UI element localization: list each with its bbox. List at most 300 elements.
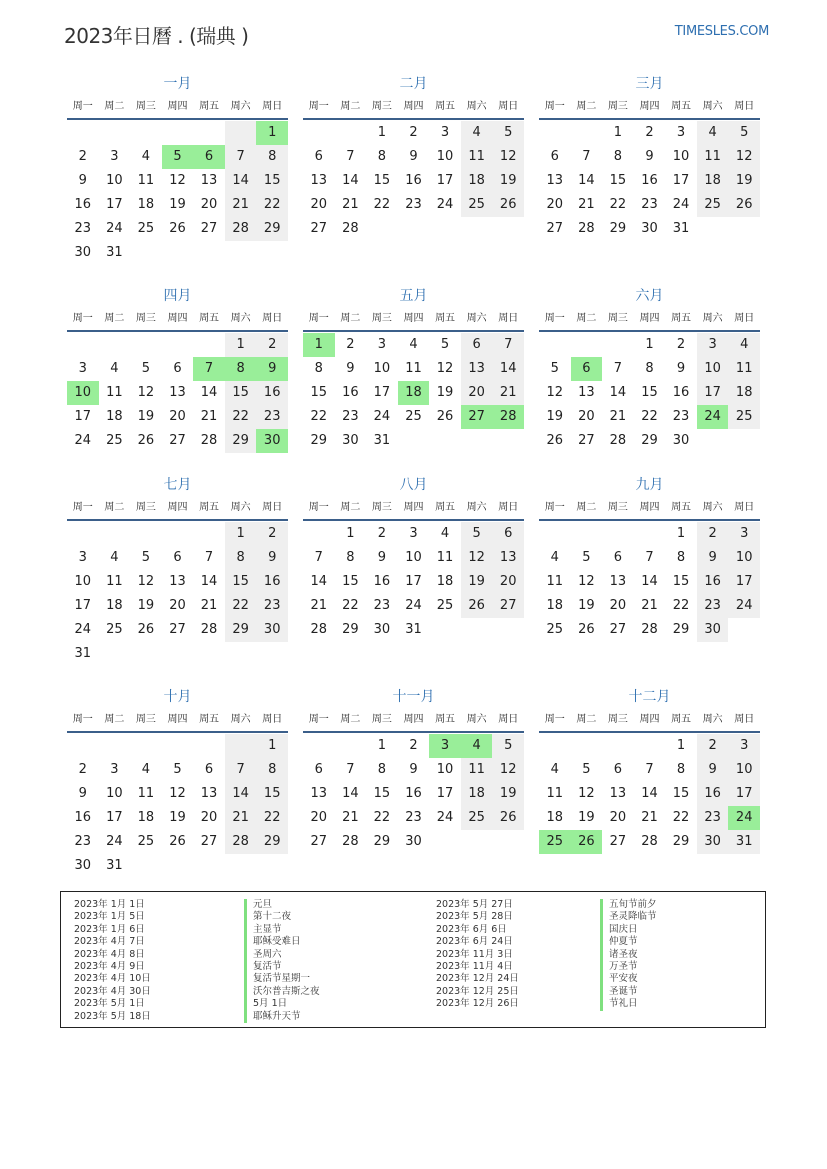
day-cell: 2 bbox=[78, 149, 87, 164]
day-cell: 3 bbox=[429, 734, 461, 758]
day-cell: 7 bbox=[346, 149, 355, 164]
day-cell: 18 bbox=[137, 197, 155, 212]
day-cell: 15 bbox=[310, 385, 328, 400]
day-cell: 5 bbox=[440, 337, 450, 352]
day-cell: 8 bbox=[256, 145, 288, 169]
weekday-label: 周五 bbox=[435, 101, 456, 112]
day-grid bbox=[67, 333, 288, 453]
legend-holiday-name: 诸圣夜 bbox=[600, 949, 657, 961]
day-cell: 1 bbox=[256, 734, 288, 758]
weekday-label: 周日 bbox=[498, 714, 519, 725]
day-cell: 11 bbox=[461, 145, 493, 169]
weekday-label: 周四 bbox=[639, 313, 660, 324]
day-cell: 24 bbox=[373, 409, 391, 424]
day-cell: 14 bbox=[200, 574, 218, 589]
day-cell: 28 bbox=[578, 221, 595, 236]
weekday-label: 周一 bbox=[544, 502, 565, 513]
day-cell: 18 bbox=[546, 598, 564, 613]
day-cell: 12 bbox=[137, 574, 155, 589]
day-cell: 25 bbox=[106, 433, 123, 448]
weekday-label: 周五 bbox=[671, 714, 692, 725]
day-cell: 17 bbox=[697, 381, 729, 405]
day-cell: 24 bbox=[436, 197, 454, 212]
day-cell: 16 bbox=[74, 197, 92, 212]
day-cell: 31 bbox=[106, 858, 123, 873]
day-cell: 20 bbox=[461, 381, 493, 405]
weekday-label: 周一 bbox=[544, 313, 565, 324]
weekday-label: 周五 bbox=[435, 502, 456, 513]
weekday-label: 周一 bbox=[72, 502, 93, 513]
day-cell: 15 bbox=[672, 786, 690, 801]
day-cell: 21 bbox=[641, 810, 658, 825]
month-name: 八月 bbox=[399, 477, 428, 493]
day-cell: 17 bbox=[728, 782, 760, 806]
day-cell: 2 bbox=[78, 762, 87, 777]
empty-cell bbox=[193, 522, 225, 546]
day-cell: 13 bbox=[461, 357, 493, 381]
day-cell: 1 bbox=[225, 522, 257, 546]
weekday-header bbox=[539, 497, 760, 521]
day-cell: 14 bbox=[225, 169, 257, 193]
day-cell: 8 bbox=[377, 762, 387, 777]
weekday-header bbox=[539, 709, 760, 733]
day-cell: 31 bbox=[373, 433, 391, 448]
day-cell: 2 bbox=[676, 337, 686, 352]
day-cell: 28 bbox=[342, 221, 359, 236]
day-cell: 20 bbox=[200, 810, 218, 825]
day-cell: 26 bbox=[436, 409, 454, 424]
day-cell: 15 bbox=[672, 574, 690, 589]
weekday-label: 周四 bbox=[167, 313, 188, 324]
day-cell: 20 bbox=[310, 197, 328, 212]
empty-cell bbox=[130, 333, 162, 357]
day-cell: 4 bbox=[110, 550, 119, 565]
weekday-label: 周二 bbox=[104, 313, 125, 324]
day-cell: 19 bbox=[137, 409, 155, 424]
day-cell: 7 bbox=[225, 145, 257, 169]
day-cell: 6 bbox=[193, 145, 225, 169]
day-cell: 21 bbox=[492, 381, 524, 405]
month-name: 十二月 bbox=[628, 689, 671, 705]
day-cell: 10 bbox=[728, 758, 760, 782]
month-name: 三月 bbox=[635, 76, 664, 92]
weekday-label: 周一 bbox=[544, 101, 565, 112]
day-cell: 17 bbox=[106, 810, 123, 825]
day-cell: 8 bbox=[676, 550, 686, 565]
weekday-label: 周三 bbox=[607, 502, 628, 513]
day-cell: 22 bbox=[310, 409, 328, 424]
empty-cell bbox=[67, 333, 99, 357]
weekday-label: 周五 bbox=[435, 313, 456, 324]
month-name: 一月 bbox=[163, 76, 192, 92]
empty-cell bbox=[539, 522, 571, 546]
weekday-label: 周三 bbox=[135, 502, 156, 513]
day-cell: 7 bbox=[346, 762, 355, 777]
day-cell: 6 bbox=[613, 762, 623, 777]
day-cell: 23 bbox=[405, 197, 422, 212]
month-block bbox=[67, 473, 288, 666]
month-block bbox=[67, 72, 288, 265]
weekday-label: 周日 bbox=[734, 502, 755, 513]
empty-cell bbox=[130, 734, 162, 758]
day-cell: 8 bbox=[613, 149, 623, 164]
day-cell: 6 bbox=[173, 550, 182, 565]
day-cell: 9 bbox=[676, 361, 686, 376]
day-cell: 31 bbox=[728, 830, 760, 854]
day-cell: 2 bbox=[645, 125, 654, 140]
day-cell: 30 bbox=[256, 618, 288, 642]
day-cell: 13 bbox=[578, 385, 595, 400]
day-cell: 10 bbox=[106, 173, 123, 188]
weekday-label: 周二 bbox=[340, 714, 361, 725]
weekday-label: 周日 bbox=[262, 502, 283, 513]
day-cell: 10 bbox=[728, 546, 760, 570]
month-block bbox=[539, 685, 760, 854]
day-cell: 18 bbox=[106, 598, 123, 613]
empty-cell bbox=[571, 734, 603, 758]
day-cell: 21 bbox=[342, 810, 359, 825]
day-cell: 26 bbox=[546, 433, 564, 448]
day-cell: 20 bbox=[310, 810, 328, 825]
weekday-label: 周日 bbox=[498, 502, 519, 513]
legend-date: 2023年 4月 9日 bbox=[74, 961, 145, 973]
empty-cell bbox=[539, 121, 571, 145]
weekday-label: 周三 bbox=[371, 502, 392, 513]
day-cell: 8 bbox=[225, 546, 257, 570]
weekday-header bbox=[67, 497, 288, 521]
weekday-label: 周五 bbox=[671, 101, 692, 112]
month-block bbox=[539, 284, 760, 453]
weekday-label: 周一 bbox=[308, 101, 329, 112]
day-cell: 2 bbox=[256, 333, 288, 357]
day-cell: 21 bbox=[225, 193, 257, 217]
day-cell: 27 bbox=[200, 834, 218, 849]
day-cell: 19 bbox=[169, 810, 186, 825]
empty-cell bbox=[634, 522, 666, 546]
day-cell: 1 bbox=[645, 337, 654, 352]
day-cell: 13 bbox=[169, 385, 186, 400]
day-cell: 9 bbox=[377, 550, 387, 565]
day-cell: 17 bbox=[436, 786, 454, 801]
day-cell: 21 bbox=[200, 598, 218, 613]
day-cell: 3 bbox=[409, 526, 418, 541]
day-grid bbox=[303, 333, 524, 453]
empty-cell bbox=[539, 333, 571, 357]
weekday-header bbox=[303, 497, 524, 521]
legend-date: 2023年 5月 18日 bbox=[74, 1010, 151, 1022]
weekday-label: 周三 bbox=[607, 313, 628, 324]
day-cell: 19 bbox=[728, 169, 760, 193]
empty-cell bbox=[162, 522, 194, 546]
empty-cell bbox=[634, 734, 666, 758]
weekday-label: 周二 bbox=[340, 502, 361, 513]
day-cell: 27 bbox=[609, 834, 627, 849]
holiday-legend bbox=[60, 891, 766, 1028]
day-cell: 9 bbox=[256, 546, 288, 570]
empty-cell bbox=[162, 333, 194, 357]
weekday-header bbox=[67, 96, 288, 120]
day-cell: 10 bbox=[74, 574, 92, 589]
empty-cell bbox=[99, 734, 131, 758]
day-cell: 21 bbox=[225, 806, 257, 830]
day-cell: 30 bbox=[697, 618, 729, 642]
empty-cell bbox=[335, 734, 367, 758]
day-cell: 27 bbox=[492, 594, 524, 618]
empty-cell bbox=[602, 333, 634, 357]
day-cell: 5 bbox=[162, 145, 194, 169]
weekday-label: 周二 bbox=[576, 313, 597, 324]
day-cell: 10 bbox=[373, 361, 391, 376]
legend-date: 2023年 1月 1日 bbox=[74, 899, 145, 910]
day-cell: 7 bbox=[225, 758, 257, 782]
month-block bbox=[303, 473, 524, 642]
month-name: 四月 bbox=[163, 288, 192, 304]
day-cell: 25 bbox=[436, 598, 454, 613]
legend-left-names bbox=[244, 899, 320, 1023]
day-cell: 24 bbox=[405, 598, 422, 613]
day-cell: 22 bbox=[256, 193, 288, 217]
day-cell: 17 bbox=[728, 570, 760, 594]
day-cell: 20 bbox=[169, 409, 186, 424]
day-cell: 13 bbox=[546, 173, 564, 188]
day-cell: 7 bbox=[314, 550, 323, 565]
weekday-label: 周四 bbox=[167, 101, 188, 112]
day-cell: 22 bbox=[225, 594, 257, 618]
empty-cell bbox=[193, 121, 225, 145]
empty-cell bbox=[99, 121, 131, 145]
day-cell: 12 bbox=[436, 361, 454, 376]
day-cell: 27 bbox=[310, 221, 328, 236]
weekday-label: 周四 bbox=[167, 714, 188, 725]
day-cell: 19 bbox=[578, 598, 595, 613]
day-cell: 26 bbox=[571, 830, 603, 854]
day-cell: 25 bbox=[461, 806, 493, 830]
day-cell: 23 bbox=[342, 409, 359, 424]
legend-holiday-name: 圣灵降临节 bbox=[600, 911, 657, 923]
day-cell: 6 bbox=[492, 522, 524, 546]
day-cell: 19 bbox=[461, 570, 493, 594]
day-cell: 17 bbox=[74, 598, 92, 613]
day-cell: 19 bbox=[169, 197, 186, 212]
weekday-label: 周六 bbox=[230, 101, 251, 112]
legend-date: 2023年 5月 28日 bbox=[436, 911, 513, 923]
empty-cell bbox=[539, 734, 571, 758]
day-cell: 24 bbox=[106, 221, 123, 236]
day-cell: 3 bbox=[697, 333, 729, 357]
day-cell: 22 bbox=[373, 810, 391, 825]
day-cell: 26 bbox=[578, 622, 595, 637]
legend-date: 2023年 4月 10日 bbox=[74, 973, 151, 985]
day-cell: 12 bbox=[546, 385, 564, 400]
day-cell: 20 bbox=[578, 409, 595, 424]
day-cell: 29 bbox=[609, 221, 627, 236]
day-cell: 19 bbox=[492, 169, 524, 193]
weekday-label: 周一 bbox=[308, 714, 329, 725]
weekday-label: 周六 bbox=[466, 313, 487, 324]
weekday-label: 周三 bbox=[371, 313, 392, 324]
legend-date: 2023年 6月 24日 bbox=[436, 936, 513, 948]
day-cell: 17 bbox=[436, 173, 454, 188]
day-cell: 1 bbox=[377, 738, 387, 753]
day-cell: 5 bbox=[582, 550, 591, 565]
weekday-label: 周四 bbox=[639, 714, 660, 725]
day-cell: 29 bbox=[672, 622, 690, 637]
day-cell: 3 bbox=[728, 734, 760, 758]
day-cell: 26 bbox=[492, 193, 524, 217]
day-cell: 25 bbox=[106, 622, 123, 637]
legend-holiday-name: 仲夏节 bbox=[600, 936, 657, 948]
legend-date: 2023年 4月 30日 bbox=[74, 985, 151, 997]
weekday-label: 周一 bbox=[72, 101, 93, 112]
day-cell: 12 bbox=[728, 145, 760, 169]
day-cell: 2 bbox=[256, 522, 288, 546]
day-cell: 22 bbox=[342, 598, 359, 613]
day-cell: 28 bbox=[310, 622, 328, 637]
legend-date: 2023年 5月 1日 bbox=[74, 998, 145, 1010]
day-cell: 21 bbox=[310, 598, 328, 613]
day-cell: 11 bbox=[436, 550, 454, 565]
day-cell: 15 bbox=[373, 173, 391, 188]
day-cell: 14 bbox=[342, 786, 359, 801]
day-cell: 17 bbox=[672, 173, 690, 188]
day-cell: 12 bbox=[137, 385, 155, 400]
day-cell: 20 bbox=[200, 197, 218, 212]
day-cell: 8 bbox=[225, 357, 257, 381]
page-title: 2023年日曆 . (瑞典 ) bbox=[64, 24, 249, 48]
day-cell: 22 bbox=[672, 810, 690, 825]
day-cell: 23 bbox=[74, 221, 92, 236]
day-cell: 29 bbox=[225, 429, 257, 453]
day-cell: 25 bbox=[137, 221, 155, 236]
day-cell: 25 bbox=[546, 622, 564, 637]
day-cell: 8 bbox=[256, 758, 288, 782]
day-cell: 1 bbox=[256, 121, 288, 145]
month-block bbox=[67, 284, 288, 453]
month-block bbox=[539, 72, 760, 241]
day-cell: 12 bbox=[461, 546, 493, 570]
weekday-label: 周二 bbox=[576, 502, 597, 513]
legend-holiday-name: 平安夜 bbox=[600, 973, 657, 985]
day-cell: 13 bbox=[169, 574, 186, 589]
legend-holiday-name: 主显节 bbox=[244, 924, 320, 936]
legend-holiday-name: 沃尔普吉斯之夜 bbox=[244, 986, 320, 998]
day-cell: 6 bbox=[314, 762, 323, 777]
empty-cell bbox=[602, 522, 634, 546]
weekday-label: 周三 bbox=[135, 313, 156, 324]
day-cell: 15 bbox=[609, 173, 627, 188]
day-cell: 30 bbox=[405, 834, 422, 849]
weekday-header bbox=[303, 96, 524, 120]
day-cell: 4 bbox=[141, 149, 151, 164]
day-cell: 12 bbox=[169, 173, 186, 188]
day-cell: 8 bbox=[346, 550, 355, 565]
day-cell: 23 bbox=[256, 405, 288, 429]
month-name: 二月 bbox=[399, 76, 428, 92]
day-cell: 13 bbox=[200, 173, 218, 188]
day-cell: 5 bbox=[492, 121, 524, 145]
day-cell: 11 bbox=[461, 758, 493, 782]
day-cell: 1 bbox=[377, 125, 387, 140]
legend-holiday-name: 元旦 bbox=[244, 899, 320, 911]
day-cell: 5 bbox=[461, 522, 493, 546]
weekday-label: 周五 bbox=[435, 714, 456, 725]
day-cell: 3 bbox=[110, 149, 119, 164]
day-cell: 28 bbox=[200, 622, 218, 637]
weekday-label: 周五 bbox=[671, 313, 692, 324]
day-cell: 1 bbox=[225, 333, 257, 357]
day-cell: 4 bbox=[110, 361, 119, 376]
weekday-label: 周六 bbox=[702, 313, 723, 324]
weekday-label: 周一 bbox=[72, 714, 93, 725]
day-cell: 26 bbox=[137, 622, 155, 637]
day-cell: 10 bbox=[672, 149, 690, 164]
legend-date: 2023年 11月 3日 bbox=[436, 948, 513, 960]
day-cell: 15 bbox=[256, 782, 288, 806]
day-cell: 18 bbox=[461, 782, 493, 806]
day-cell: 10 bbox=[405, 550, 422, 565]
day-cell: 24 bbox=[106, 834, 123, 849]
month-name: 七月 bbox=[163, 477, 192, 493]
legend-right-dates bbox=[436, 899, 519, 1011]
day-cell: 29 bbox=[641, 433, 658, 448]
day-cell: 9 bbox=[697, 546, 729, 570]
day-cell: 14 bbox=[578, 173, 595, 188]
weekday-header bbox=[539, 96, 760, 120]
legend-date: 2023年 1月 5日 bbox=[74, 911, 145, 923]
legend-date: 2023年 5月 27日 bbox=[436, 899, 513, 910]
day-cell: 21 bbox=[641, 598, 658, 613]
day-cell: 9 bbox=[78, 786, 87, 801]
day-cell: 25 bbox=[405, 409, 422, 424]
site-link[interactable]: TIMESLES.COM bbox=[674, 24, 769, 39]
day-cell: 18 bbox=[461, 169, 493, 193]
day-cell: 14 bbox=[342, 173, 359, 188]
day-cell: 20 bbox=[609, 810, 627, 825]
day-cell: 29 bbox=[342, 622, 359, 637]
day-cell: 21 bbox=[578, 197, 595, 212]
day-cell: 18 bbox=[728, 381, 760, 405]
day-cell: 23 bbox=[697, 594, 729, 618]
day-cell: 26 bbox=[728, 193, 760, 217]
day-cell: 24 bbox=[728, 806, 760, 830]
day-cell: 4 bbox=[141, 762, 151, 777]
empty-cell bbox=[571, 333, 603, 357]
day-cell: 21 bbox=[200, 409, 218, 424]
weekday-label: 周一 bbox=[308, 502, 329, 513]
weekday-label: 周四 bbox=[403, 101, 424, 112]
legend-holiday-name: 第十二夜 bbox=[244, 911, 320, 923]
day-cell: 19 bbox=[546, 409, 564, 424]
day-cell: 5 bbox=[492, 734, 524, 758]
month-block bbox=[303, 284, 524, 453]
weekday-header bbox=[67, 709, 288, 733]
day-cell: 7 bbox=[645, 550, 654, 565]
weekday-label: 周五 bbox=[199, 101, 220, 112]
day-cell: 27 bbox=[461, 405, 493, 429]
day-cell: 29 bbox=[310, 433, 328, 448]
day-cell: 23 bbox=[697, 806, 729, 830]
weekday-label: 周日 bbox=[734, 313, 755, 324]
day-cell: 25 bbox=[697, 193, 729, 217]
day-cell: 27 bbox=[169, 622, 186, 637]
day-cell: 8 bbox=[645, 361, 654, 376]
day-cell: 13 bbox=[310, 786, 328, 801]
day-cell: 15 bbox=[342, 574, 359, 589]
day-cell: 3 bbox=[440, 125, 450, 140]
day-cell: 22 bbox=[672, 598, 690, 613]
day-cell: 11 bbox=[137, 173, 155, 188]
day-cell: 3 bbox=[728, 522, 760, 546]
